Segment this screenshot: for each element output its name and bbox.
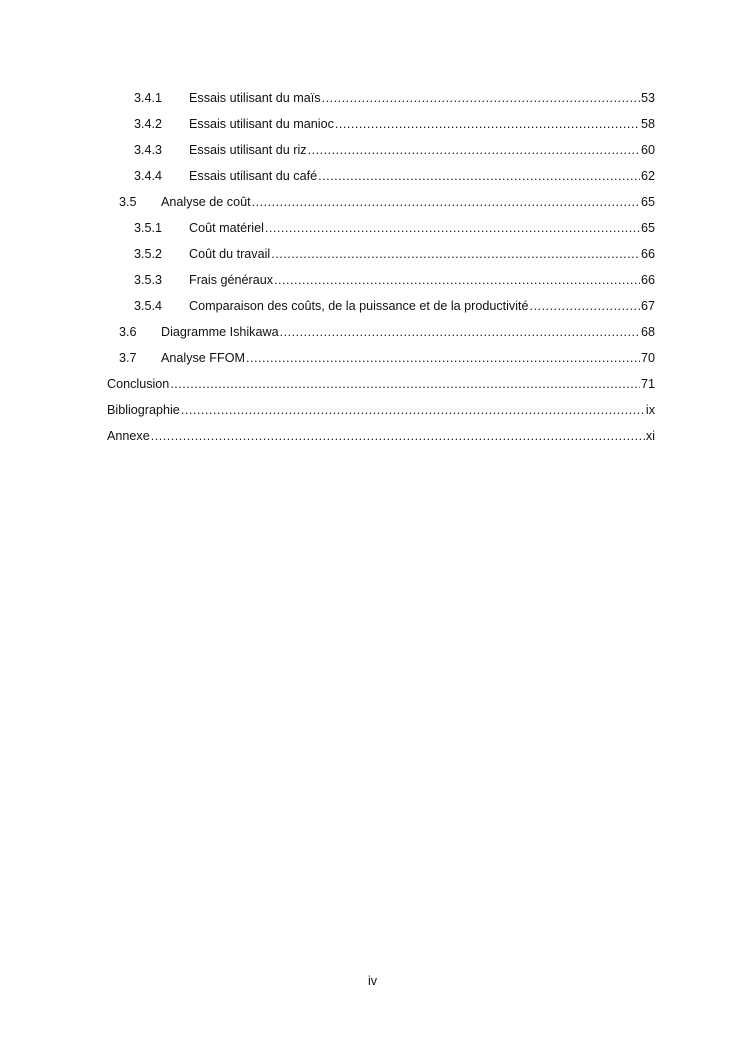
toc-entry[interactable]: [107, 218, 655, 244]
toc-entry[interactable]: [107, 244, 655, 270]
toc-entry-title: Annexe: [107, 429, 150, 443]
dot-leader: [151, 426, 645, 446]
dot-leader: [280, 322, 640, 342]
toc-entry-page: 60: [640, 143, 655, 157]
page-number: iv: [367, 974, 378, 988]
toc-entry[interactable]: [107, 140, 655, 166]
dot-leader: [170, 374, 640, 394]
dot-leader: [274, 270, 640, 290]
toc-entry[interactable]: [107, 374, 655, 400]
toc-entry[interactable]: [107, 426, 655, 452]
toc-entry-page: 53: [640, 91, 655, 105]
dot-leader: [265, 218, 640, 238]
toc-entry-page: ix: [645, 403, 655, 417]
toc-entry-page: 58: [640, 117, 655, 131]
toc-entry-number: 3.5.4: [134, 299, 163, 313]
dot-leader: [181, 400, 645, 420]
toc-entry-number: 3.6: [119, 325, 137, 339]
toc-entry-title: Comparaison des coûts, de la puissance et de la productivité: [189, 299, 529, 313]
toc-entry-page: 66: [640, 247, 655, 261]
dot-leader: [318, 166, 640, 186]
toc-entry[interactable]: [107, 192, 655, 218]
toc-entry-title: Conclusion: [107, 377, 170, 391]
toc-entry-page: xi: [645, 429, 655, 443]
toc-entry[interactable]: [107, 270, 655, 296]
dot-leader: [322, 88, 640, 108]
toc-entry-number: 3.7: [119, 351, 137, 365]
toc-entry-page: 68: [640, 325, 655, 339]
dot-leader: [271, 244, 640, 264]
toc-entry-number: 3.5: [119, 195, 137, 209]
toc-entry-title: Coût matériel: [189, 221, 264, 235]
toc-entry-number: 3.5.2: [134, 247, 163, 261]
toc-entry-number: 3.4.2: [134, 117, 163, 131]
toc-entry-title: Essais utilisant du maïs: [189, 91, 321, 105]
dot-leader: [335, 114, 640, 134]
toc-entry[interactable]: [107, 88, 655, 114]
dot-leader: [246, 348, 640, 368]
toc-entry-number: 3.4.4: [134, 169, 163, 183]
toc-entry-title: Essais utilisant du riz: [189, 143, 307, 157]
toc-entry-title: Diagramme Ishikawa: [161, 325, 279, 339]
dot-leader: [252, 192, 640, 212]
toc-entry[interactable]: [107, 296, 655, 322]
toc-entry-page: 70: [640, 351, 655, 365]
dot-leader: [530, 296, 640, 316]
toc-entry[interactable]: [107, 348, 655, 374]
toc-entry-title: Coût du travail: [189, 247, 271, 261]
table-of-contents: [107, 88, 655, 452]
toc-entry-title: Essais utilisant du café: [189, 169, 318, 183]
toc-entry[interactable]: [107, 322, 655, 348]
toc-entry-number: 3.4.3: [134, 143, 163, 157]
dot-leader: [308, 140, 640, 160]
toc-entry-page: 65: [640, 221, 655, 235]
toc-entry-number: 3.5.3: [134, 273, 163, 287]
toc-entry-title: Frais généraux: [189, 273, 273, 287]
toc-entry-title: Bibliographie: [107, 403, 180, 417]
toc-entry[interactable]: [107, 114, 655, 140]
toc-entry-number: 3.5.1: [134, 221, 163, 235]
toc-entry[interactable]: [107, 400, 655, 426]
toc-entry-title: Analyse FFOM: [161, 351, 245, 365]
toc-entry[interactable]: [107, 166, 655, 192]
toc-entry-page: 67: [640, 299, 655, 313]
toc-entry-page: 71: [640, 377, 655, 391]
toc-entry-title: Analyse de coût: [161, 195, 251, 209]
toc-entry-page: 66: [640, 273, 655, 287]
toc-entry-title: Essais utilisant du manioc: [189, 117, 334, 131]
toc-entry-page: 65: [640, 195, 655, 209]
toc-entry-number: 3.4.1: [134, 91, 163, 105]
toc-entry-page: 62: [640, 169, 655, 183]
